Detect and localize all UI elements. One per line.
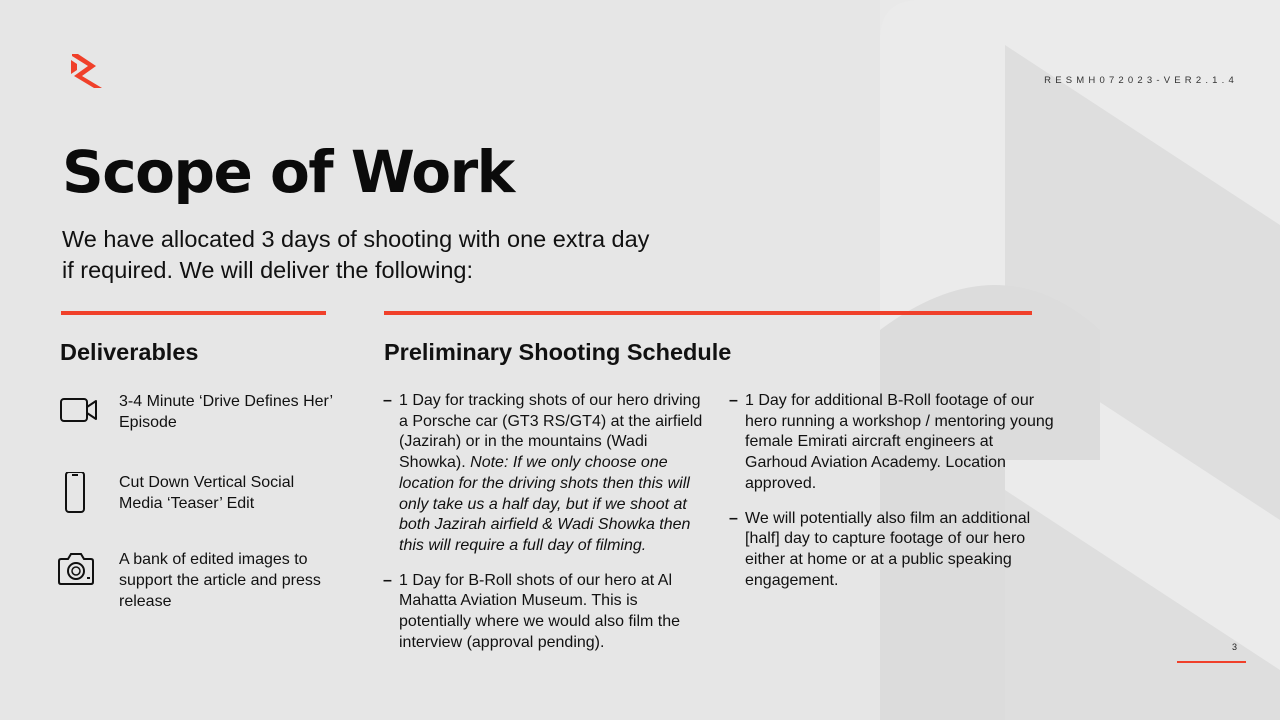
page-title: Scope of Work bbox=[62, 138, 514, 206]
deliverable-text: A bank of edited images to support the article and press release bbox=[119, 551, 321, 610]
deliverables-heading: Deliverables bbox=[60, 339, 199, 365]
schedule-heading: Preliminary Shooting Schedule bbox=[384, 339, 732, 365]
bullet-dash: – bbox=[729, 392, 738, 409]
schedule-rule bbox=[384, 311, 1032, 315]
brand-r-logo bbox=[68, 50, 106, 90]
deliverable-text: 3-4 Minute ‘Drive Defines Her’ Episode bbox=[119, 393, 333, 431]
schedule-item bbox=[729, 509, 1055, 592]
document-code: RESMH072023-VER2.1.4 bbox=[1044, 75, 1238, 86]
schedule-item bbox=[729, 391, 1055, 495]
bullet-dash: – bbox=[383, 392, 392, 409]
deliverable-text: Cut Down Vertical Social Media ‘Teaser’ Edit bbox=[119, 474, 295, 512]
schedule-item-note: Note: If we only choose one location for the driving shots then this will only take us a half day, but if we shoot at both Jazirah airfield & Wadi Showka then this will require a full day of filming. bbox=[399, 454, 691, 554]
bullet-dash: – bbox=[729, 509, 738, 527]
page-number: 3 bbox=[1232, 642, 1238, 652]
schedule-item bbox=[383, 391, 713, 557]
mobile-phone-icon bbox=[56, 472, 100, 516]
photo-camera-icon bbox=[56, 549, 100, 593]
schedule-column-left bbox=[383, 391, 713, 667]
schedule-item-text: 1 Day for tracking shots of our hero driving a Porsche car (GT3 RS/GT4) at the airfield (Jazirah) or in the mountains (Wadi Showka). bbox=[399, 392, 703, 472]
schedule-item-text: 1 Day for additional B-Roll footage of our hero running a workshop / mentoring young female Emirati aircraft engineers at Garhoud Aviation Academy. Location approved. bbox=[745, 392, 1054, 492]
schedule-item-text: We will potentially also film an additional [half] day to capture footage of our hero either at home or at a public speaking engagement. bbox=[745, 509, 1031, 589]
deliverables-rule bbox=[61, 311, 326, 315]
schedule-item bbox=[383, 571, 713, 654]
intro-text: We have allocated 3 days of shooting with one extra day if required. We will deliver the following: bbox=[62, 226, 650, 283]
bullet-dash: – bbox=[383, 571, 392, 589]
schedule-column-right bbox=[729, 391, 1055, 605]
video-camera-icon bbox=[56, 391, 100, 431]
page-number-rule bbox=[1177, 661, 1246, 663]
schedule-item-text: 1 Day for B-Roll shots of our hero at Al Mahatta Aviation Museum. This is potentially where we would also film the interview (approval pending). bbox=[399, 571, 681, 651]
